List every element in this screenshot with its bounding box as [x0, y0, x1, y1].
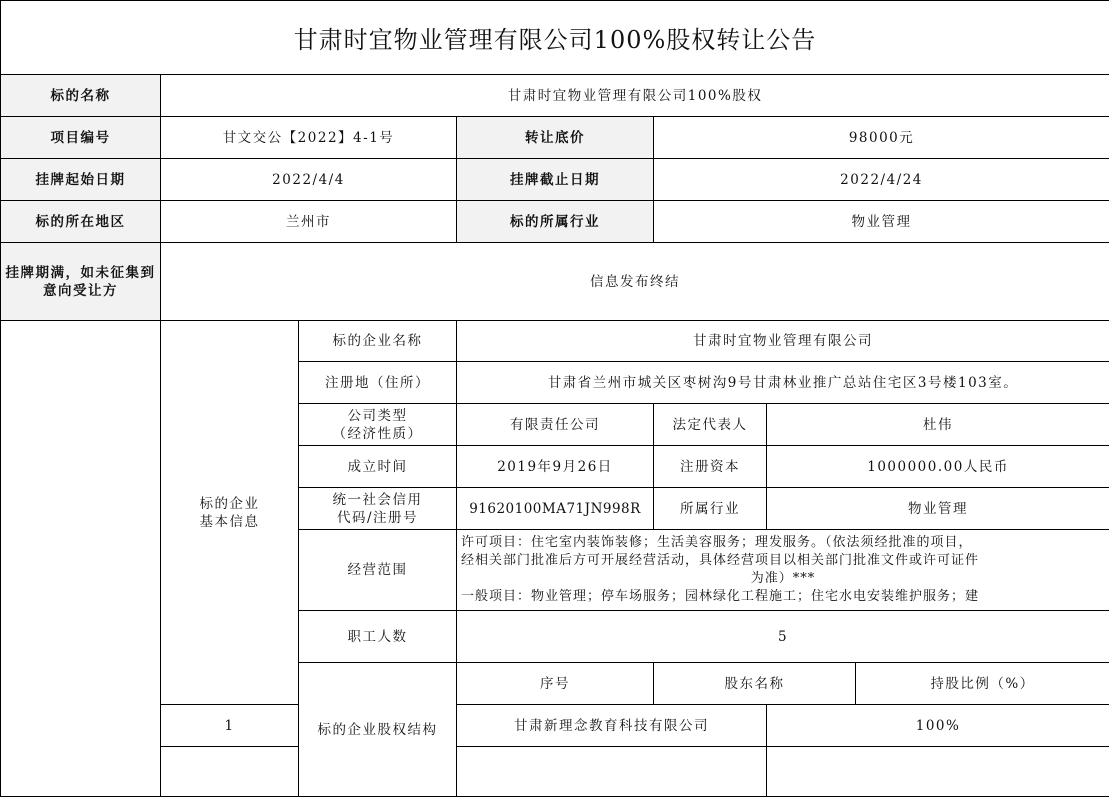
- end-date-value: 2022/4/24: [654, 159, 1109, 201]
- scope-line-2: 经相关部门批准后方可开展经营活动，具体经营项目以相关部门批准文件或许可证件: [461, 552, 1105, 570]
- legal-rep-label: 法定代表人: [654, 404, 767, 446]
- enterprise-section-label-1: 标的企业: [165, 495, 294, 513]
- sub-industry-value: 物业管理: [767, 488, 1109, 530]
- row-dates: [1, 159, 1109, 201]
- equity-header-ratio: 持股比例（%）: [856, 663, 1109, 705]
- established-label: 成立时间: [299, 446, 457, 488]
- expiry-label: 挂牌期满，如未征集到意向受让方: [1, 243, 161, 321]
- equity-ratio: 100%: [767, 705, 1109, 747]
- row-expiry: [1, 243, 1109, 321]
- expiry-value: 信息发布终结: [161, 243, 1109, 321]
- company-type-label: [299, 404, 457, 446]
- region-label: 标的所在地区: [1, 201, 161, 243]
- table-row-empty: [1, 747, 1109, 797]
- end-date-label: 挂牌截止日期: [457, 159, 654, 201]
- subject-name-value: 甘肃时宜物业管理有限公司100%股权: [161, 75, 1109, 117]
- equity-seq: 1: [161, 705, 299, 747]
- table-row: [1, 705, 1109, 747]
- base-price-value: 98000元: [654, 117, 1109, 159]
- employees-value: 5: [457, 611, 1109, 663]
- row-enterprise-name: [1, 321, 1109, 362]
- address-label: 注册地（住所）: [299, 362, 457, 404]
- enterprise-section-label-2: 基本信息: [165, 513, 294, 531]
- equity-section-label: 标的企业股权结构: [299, 663, 457, 797]
- project-no-label: 项目编号: [1, 117, 161, 159]
- address-value: 甘肃省兰州市城关区枣树沟9号甘肃林业推广总站住宅区3号楼103室。: [457, 362, 1109, 404]
- registered-capital-label: 注册资本: [654, 446, 767, 488]
- start-date-value: 2022/4/4: [161, 159, 457, 201]
- project-no-value: 甘文交公【2022】4-1号: [161, 117, 457, 159]
- equity-holder: 甘肃新理念教育科技有限公司: [457, 705, 767, 747]
- credit-code-label-1: 统一社会信用: [303, 491, 452, 509]
- registered-capital-value: 1000000.00人民币: [767, 446, 1109, 488]
- equity-header-seq: 序号: [457, 663, 654, 705]
- empty-cell: [767, 747, 1109, 797]
- row-subject-name: [1, 75, 1109, 117]
- credit-code-value: 91620100MA71JN998R: [457, 488, 654, 530]
- start-date-label: 挂牌起始日期: [1, 159, 161, 201]
- row-region: [1, 201, 1109, 243]
- industry-label: 标的所属行业: [457, 201, 654, 243]
- empty-left-margin: [1, 321, 161, 797]
- empty-cell: [457, 747, 767, 797]
- row-project-no: [1, 117, 1109, 159]
- credit-code-label-2: 代码/注册号: [303, 509, 452, 527]
- enterprise-name-value: 甘肃时宜物业管理有限公司: [457, 321, 1109, 362]
- enterprise-section-label: [161, 321, 299, 705]
- sub-industry-label: 所属行业: [654, 488, 767, 530]
- announcement-table: [0, 74, 1109, 797]
- industry-value: 物业管理: [654, 201, 1109, 243]
- empty-cell: [161, 747, 299, 797]
- company-type-value: 有限责任公司: [457, 404, 654, 446]
- established-value: 2019年9月26日: [457, 446, 654, 488]
- scope-line-4: 一般项目：物业管理；停车场服务；园林绿化工程施工；住宅水电安装维护服务；建: [461, 588, 1105, 606]
- scope-label: 经营范围: [299, 530, 457, 611]
- scope-line-3: 为准）***: [461, 570, 1105, 588]
- subject-name-label: 标的名称: [1, 75, 161, 117]
- scope-value: [457, 530, 1109, 611]
- equity-header-holder: 股东名称: [654, 663, 856, 705]
- legal-rep-value: 杜伟: [767, 404, 1109, 446]
- page-title: 甘肃时宜物业管理有限公司100%股权转让公告: [0, 0, 1109, 74]
- company-type-label-1: 公司类型: [303, 407, 452, 425]
- base-price-label: 转让底价: [457, 117, 654, 159]
- company-type-label-2: （经济性质）: [303, 425, 452, 443]
- employees-label: 职工人数: [299, 611, 457, 663]
- scope-line-1: 许可项目：住宅室内装饰装修；生活美容服务；理发服务。（依法须经批准的项目，: [461, 534, 1105, 552]
- region-value: 兰州市: [161, 201, 457, 243]
- enterprise-name-label: 标的企业名称: [299, 321, 457, 362]
- credit-code-label: [299, 488, 457, 530]
